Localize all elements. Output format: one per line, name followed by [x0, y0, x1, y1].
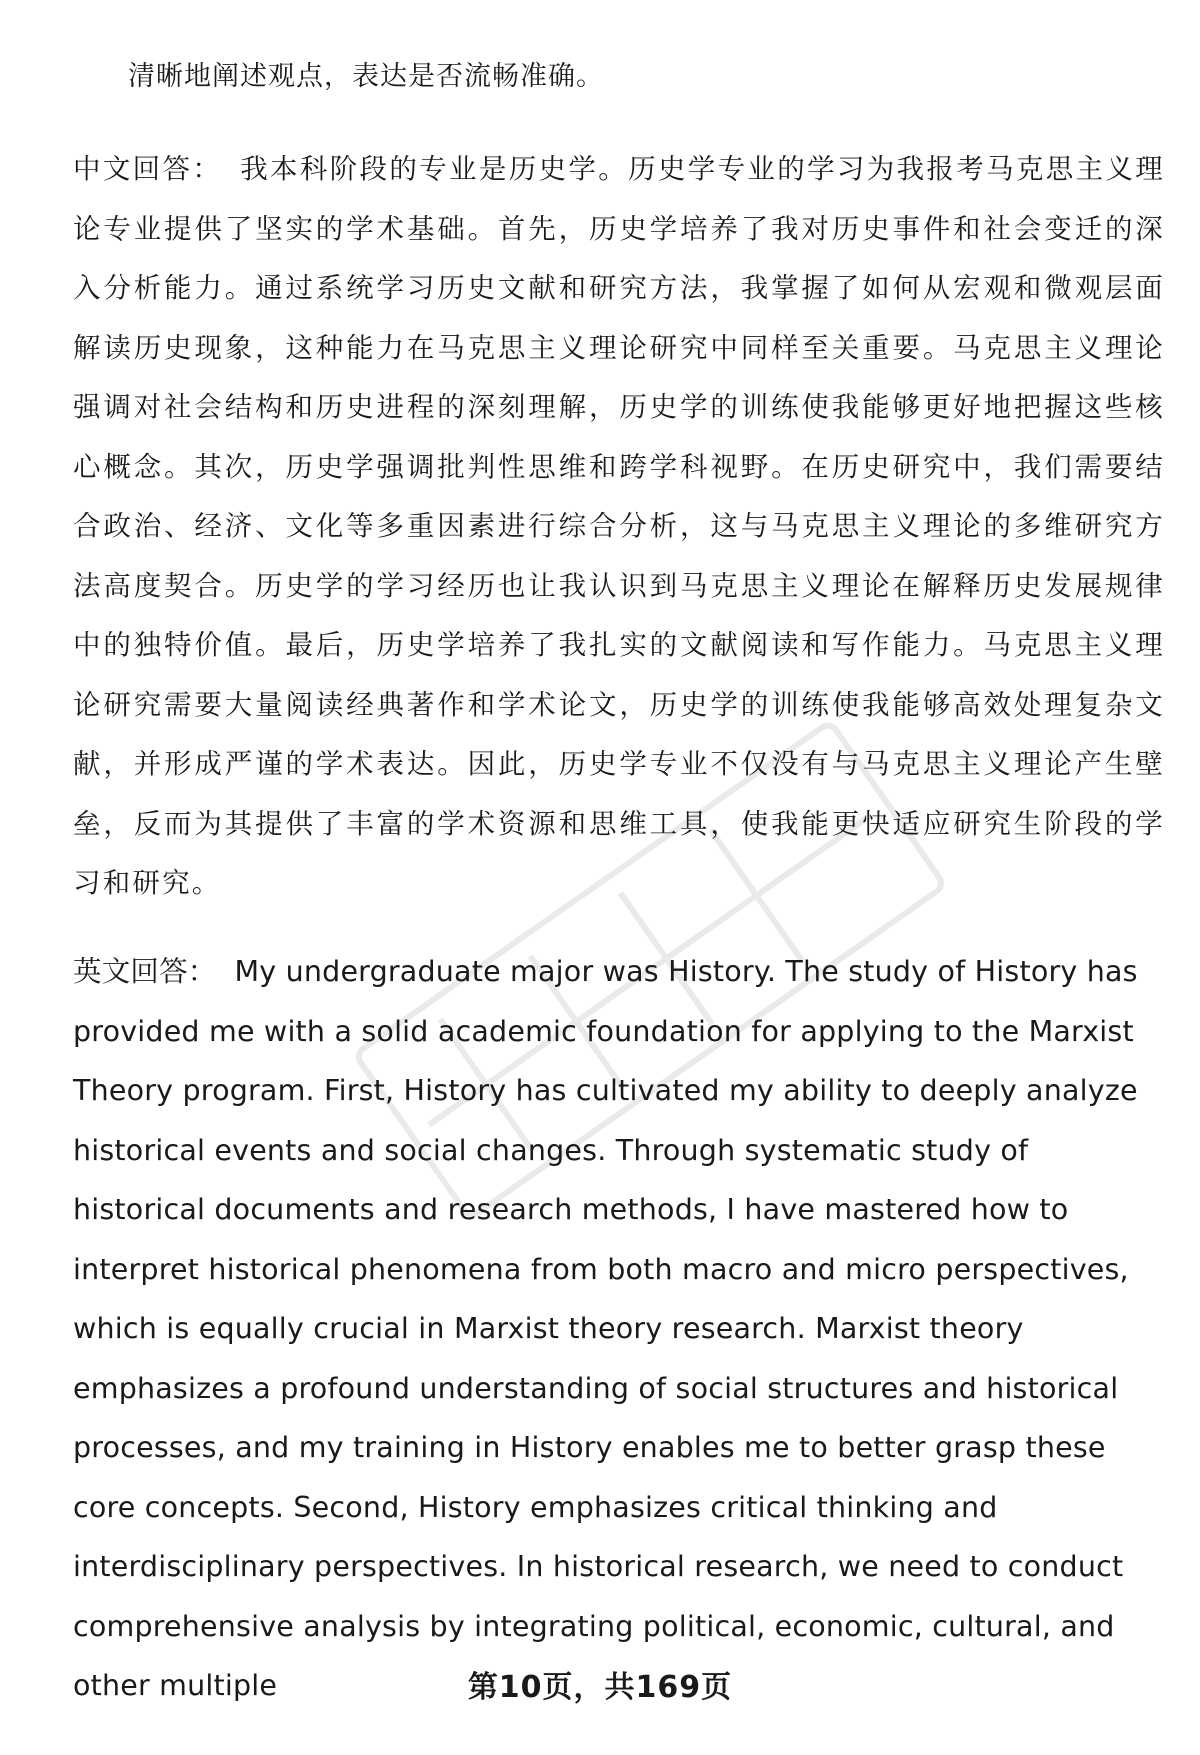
chinese-answer-paragraph [73, 140, 1165, 914]
english-answer-text: My undergraduate major was History. The study of History has provided me with a solid academic foundation for applying to the Marxist Theory program. First, History has cultivated my ability to deeply analyze historical events and social changes. Through systematic study of historical documents and research methods, I have mastered how to interpret historical phenomena from both macro and micro perspectives, which is equally crucial in Marxist theory research. Marxist theory emphasizes a profound understanding of social structures and historical processes, and my training in History enables me to better grasp these core concepts. Second, History emphasizes critical thinking and interdisciplinary perspectives. In historical research, we need to conduct comprehensive analysis by integrating political, economic, cultural, and other multiple [73, 955, 1138, 1702]
english-answer-paragraph [73, 942, 1165, 1716]
chinese-answer-label: 中文回答： [73, 153, 223, 185]
page-number-footer: 第10页，共169页 [467, 1670, 733, 1705]
chinese-answer-text: 我本科阶段的专业是历史学。历史学专业的学习为我报考马克思主义理论专业提供了坚实的学术基础。首先，历史学培养了我对历史事件和社会变迁的深入分析能力。通过系统学习历史文献和研究方法，我掌握了如何从宏观和微观层面解读历史现象，这种能力在马克思主义理论研究中同样至关重要。马克思主义理论强调对社会结构和历史进程的深刻理解，历史学的训练使我能够更好地把握这些核心概念。其次，历史学强调批判性思维和跨学科视野。在历史研究中，我们需要结合政治、经济、文化等多重因素进行综合分析，这与马克思主义理论的多维研究方法高度契合。历史学的学习经历也让我认识到马克思主义理论在解释历史发展规律中的独特价值。最后，历史学培养了我扎实的文献阅读和写作能力。马克思主义理论研究需要大量阅读经典著作和学术论文，历史学的训练使我能够高效处理复杂文献，并形成严谨的学术表达。因此，历史学专业不仅没有与马克思主义理论产生壁垒，反而为其提供了丰富的学术资源和思维工具，使我能更快适应研究生阶段的学习和研究。 [73, 153, 1165, 899]
continuation-line: 清晰地阐述观点，表达是否流畅准确。 [128, 61, 604, 92]
english-answer-label: 英文回答： [73, 955, 217, 988]
